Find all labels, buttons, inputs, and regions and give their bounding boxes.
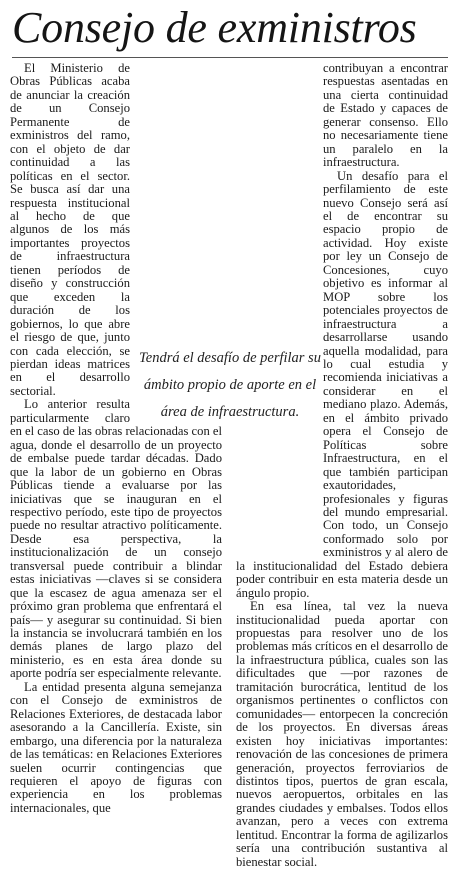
paragraph-5: Un desafío para el perfilamiento de este nuevo Consejo será así el de encontrar su espacio propio de actividad. Hoy existe por ley un Consejo de Concesiones, cuyo objetivo es informar al MOP sobre los potenciales proyectos de infraestructura a desarrollarse usando aquella modalidad, para lo cual estudia y recomienda iniciativas a considerar en el mediano plazo. Además, en el ámbito privado opera el Consejo de Políticas sobre Infraestructura, en el que también participan exautoridades, profesionales y figuras del mundo empresarial. Con todo, un Consejo conformado solo por exministros y al alero de la institucionalidad del Estado debiera poder contribuir en esta materia desde un ángulo propio.: [236, 168, 448, 600]
headline-rule: [12, 57, 448, 58]
article-headline: Consejo de exministros: [12, 3, 417, 52]
left-column: [10, 62, 222, 815]
paragraph-1: El Ministerio de Obras Públicas acaba de anunciar la creación de un Consejo Permanente de exministros del ramo, con el objeto de dar continuidad a las políticas en el sector. Se busca así dar una respuesta institucional al hecho de que algunos de los más importantes proyectos de infraestructura tienen períodos de diseño y construcción que exceden la duración de los gobiernos, lo que abre el riesgo de que, junto con cada elección, se pierdan ideas matrices en el desarrollo sectorial.: [10, 61, 130, 398]
paragraph-4: contribuyan a encontrar respuestas asentadas en una cierta continuidad de Estado y capaces de generar consenso. Ello no necesariamente tiene un paralelo en la infraestructura.: [323, 61, 448, 170]
right-column: [236, 62, 448, 869]
paragraph-2: Lo anterior resulta particularmente claro en el caso de las obras relacionadas con el agua, donde el desarrollo de un proyecto de embalse puede tardar décadas. Dado que la labor de un gobierno en Obras Públicas tiende a evaluarse por las iniciativas que se inauguran en el respectivo período, este tipo de proyectos puede no resultar atractivo políticamente. Desde esa perspectiva, la institucionalización de un consejo transversal puede contribuir a blindar estas iniciativas —claves si se considera que la escasez de agua amenaza ser el próximo gran problema que enfrentará el país— y asegurar su continuidad. Si bien la instancia se involucrará también en los demás planes de largo plazo del ministerio, es en esta área donde su aporte podría ser especialmente relevante.: [10, 397, 222, 681]
pull-quote: Tendrá el desafío de perfilar su ámbito propio de aporte en el área de infraestructura.: [139, 350, 321, 420]
paragraph-3: La entidad presenta alguna semejanza con el Consejo de exministros de Relaciones Exteriores, de destacada labor asesorando a la Cancillería. Existe, sin embargo, una diferencia por la naturaleza de las temáticas: en Relaciones Exteriores suelen ocurrir contingencias que requieren el apoyo de figuras con experiencia en los problemas internacionales, que: [10, 679, 222, 815]
paragraph-6: En esa línea, tal vez la nueva institucionalidad pueda aportar con propuestas para resolver uno de los problemas más críticos en el desarrollo de la infraestructura pública, cuales son las dificultades que —por razones de tramitación burocrática, lentitud de los organismos pertinentes o conflictos con comunidades— entorpecen la concreción de los proyectos. En diversas áreas existen hoy iniciativas importantes: renovación de las concesiones de primera generación, proyectos ferroviarios de distintos tipos, puertos de gran escala, nuevos aeropuertos, orbitales en las grandes ciudades y embalses. Todos ellos avanzan, pero a veces con extrema lentitud. Encontrar la forma de agilizarlos sería una contribución sustantiva al bienestar social.: [236, 599, 448, 869]
